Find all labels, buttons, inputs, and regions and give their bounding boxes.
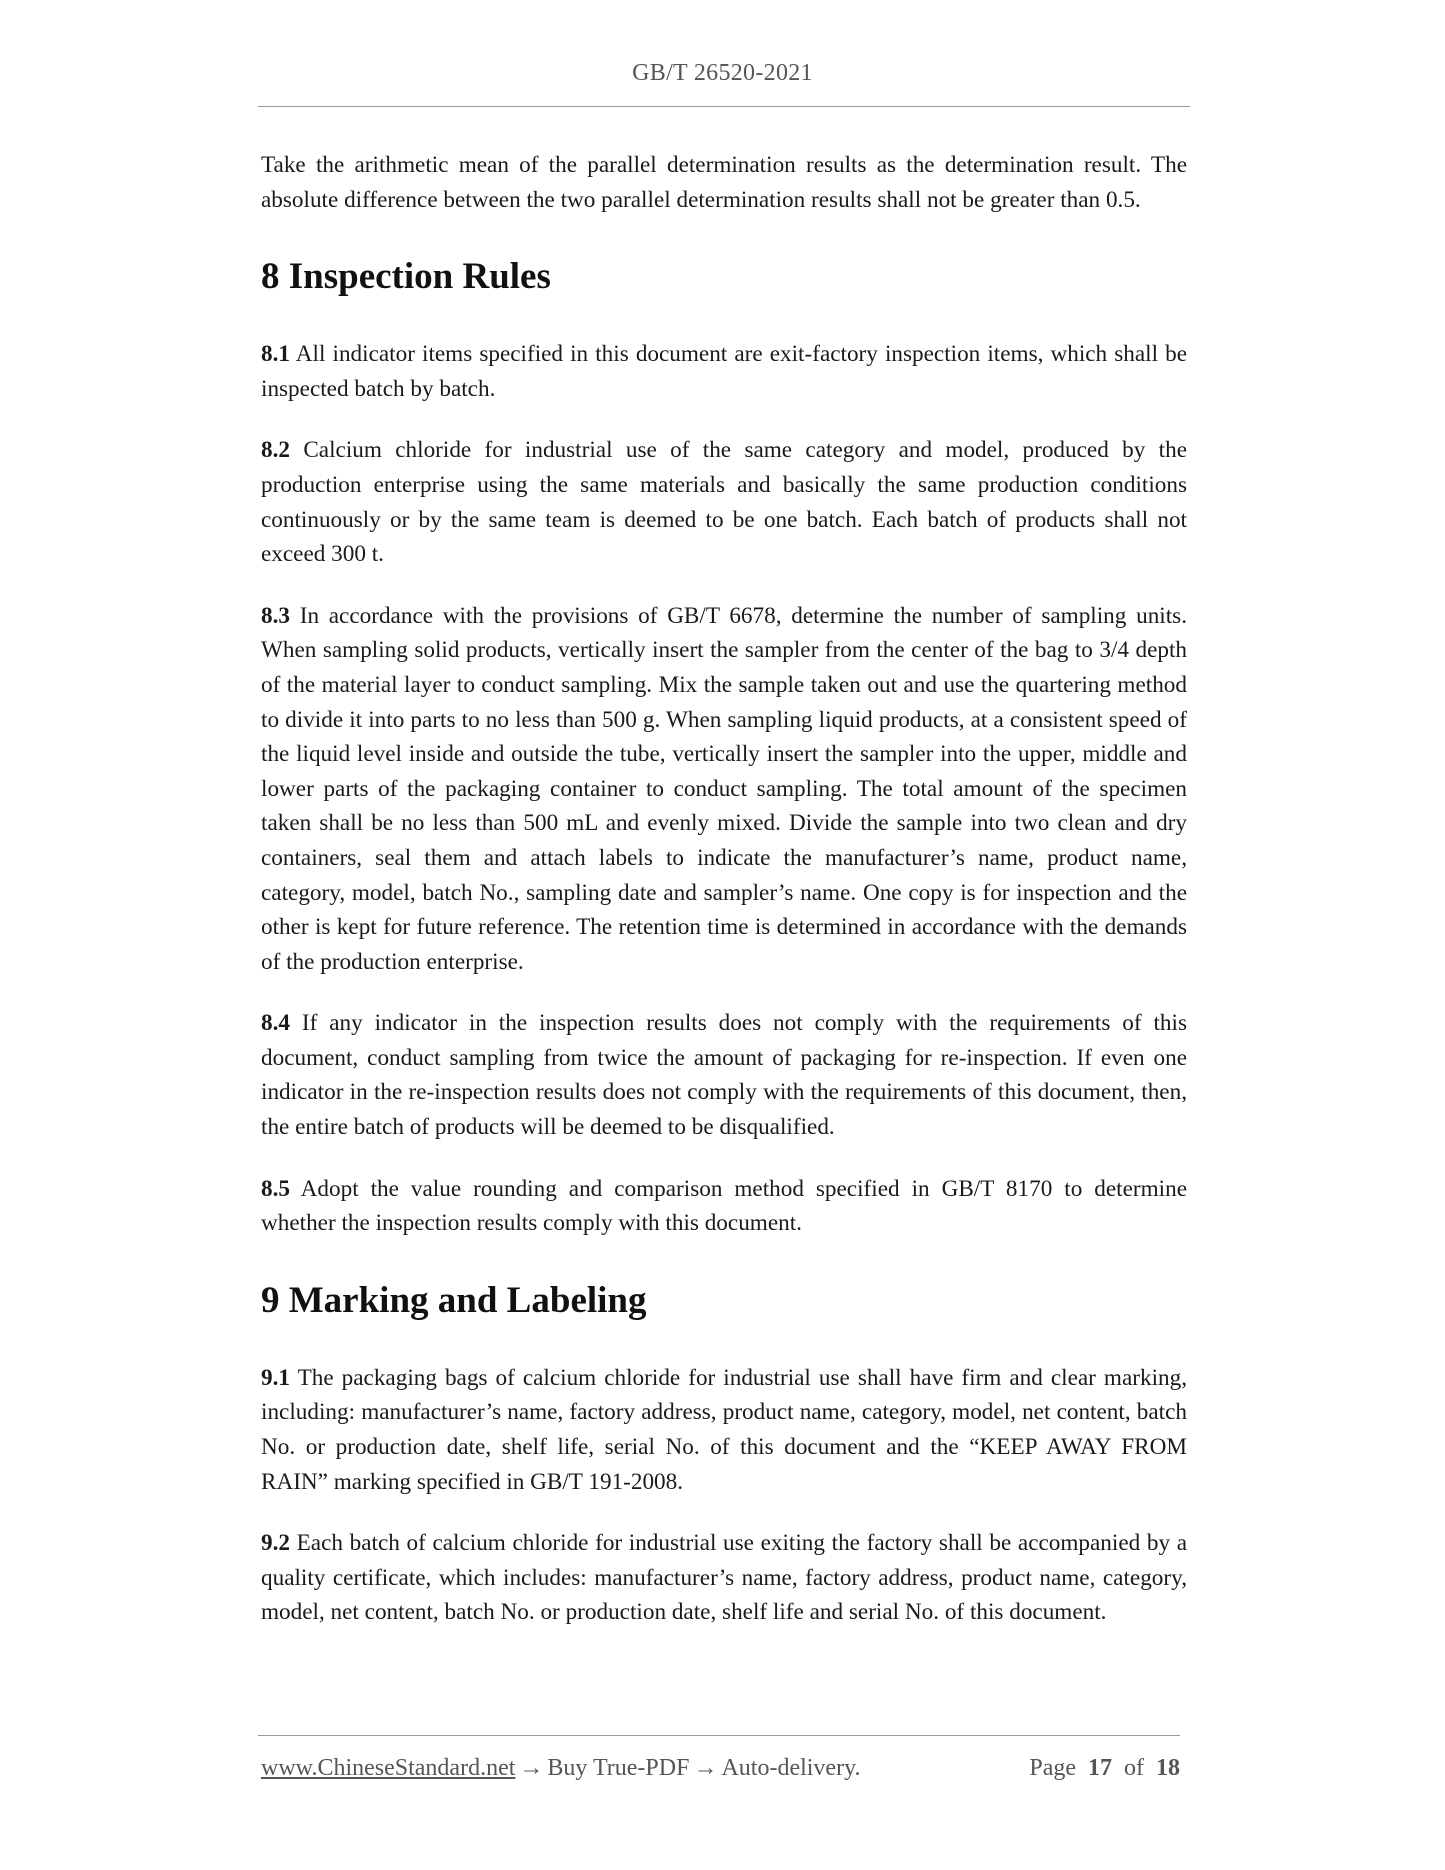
page-label: Page <box>1029 1755 1076 1781</box>
clause-8-4 <box>261 1006 1187 1144</box>
clause-text: The packaging bags of calcium chloride for industrial use shall have firm and clear marking, including: manufacturer’s name, factory address, product name, category, model, net content, batch No. or production date, shelf life, serial No. of this document and the “KEEP AWAY FROM RAIN” marking specified in GB/T 191-2008. <box>261 1364 1187 1495</box>
clause-number: 8.4 <box>261 1010 290 1037</box>
clause-text: In accordance with the provisions of GB/T 6678, determine the number of sampling units. When sampling solid products, vertically insert the sampler from the center of the bag to 3/4 depth of the material layer to conduct sampling. Mix the sample taken out and use the quartering method to divide it into parts to no less than 500 g. When sampling liquid products, at a consistent speed of the liquid level inside and outside the tube, vertically insert the sampler into the upper, middle and lower parts of the packaging container to conduct sampling. The total amount of the specimen taken shall be no less than 500 mL and evenly mixed. Divide the sample into two clean and dry containers, seal them and attach labels to indicate the manufacturer’s name, product name, category, model, batch No., sampling date and sampler’s name. One copy is for inspection and the other is kept for future reference. The retention time is determined in accordance with the demands of the production enterprise. <box>261 602 1187 975</box>
page-content <box>261 148 1187 1657</box>
arrow-right-icon: → <box>519 1755 544 1781</box>
clause-number: 8.3 <box>261 602 290 629</box>
clause-text: Each batch of calcium chloride for industrial use exiting the factory shall be accompanied by a quality certificate, which includes: manufacturer’s name, factory address, product name, category, model, net content, batch No. or production date, shelf life and serial No. of this document. <box>261 1530 1187 1626</box>
website-link[interactable]: www.ChineseStandard.net <box>261 1755 516 1781</box>
intro-paragraph: Take the arithmetic mean of the parallel determination results as the determination result. The absolute difference between the two parallel determination results shall not be greater than 0.5. <box>261 152 1187 213</box>
footer-promo <box>261 1755 861 1782</box>
clause-number: 8.5 <box>261 1175 290 1202</box>
clause-8-2 <box>261 433 1187 571</box>
auto-delivery-text: Auto-delivery. <box>721 1755 861 1781</box>
page-current: 17 <box>1088 1755 1112 1781</box>
clause-9-1 <box>261 1361 1187 1499</box>
clause-8-5 <box>261 1172 1187 1241</box>
page-of-label: of <box>1124 1755 1144 1781</box>
page-number <box>1029 1755 1180 1782</box>
clause-number: 9.2 <box>261 1530 290 1557</box>
document-header-title: GB/T 26520-2021 <box>632 60 813 86</box>
clause-8-3 <box>261 599 1187 980</box>
clause-text: If any indicator in the inspection results does not comply with the requirements of this document, conduct sampling from twice the amount of packaging for re-inspection. If even one indicator in the re-inspection results does not comply with the requirements of this document, then, the entire batch of products will be deemed to be disqualified. <box>261 1010 1187 1141</box>
arrow-right-icon: → <box>693 1755 718 1781</box>
section-8-heading: 8 Inspection Rules <box>261 256 551 298</box>
clause-9-2 <box>261 1526 1187 1630</box>
page-total: 18 <box>1156 1755 1180 1781</box>
clause-number: 8.2 <box>261 437 290 464</box>
page-footer <box>261 1755 1180 1782</box>
footer-divider <box>258 1735 1180 1736</box>
clause-number: 9.1 <box>261 1364 290 1391</box>
buy-true-pdf-text: Buy True-PDF <box>547 1755 690 1781</box>
clause-number: 8.1 <box>261 341 290 368</box>
clause-text: Adopt the value rounding and comparison method specified in GB/T 8170 to determine whether the inspection results comply with this document. <box>261 1175 1187 1237</box>
clause-text: All indicator items specified in this document are exit-factory inspection items, which shall be inspected batch by batch. <box>261 341 1187 402</box>
section-9-heading: 9 Marking and Labeling <box>261 1279 647 1321</box>
clause-text: Calcium chloride for industrial use of the same category and model, produced by the production enterprise using the same materials and basically the same production conditions continuously or by the same team is deemed to be one batch. Each batch of products shall not exceed 300 t. <box>261 437 1187 568</box>
header-divider <box>258 106 1190 107</box>
clause-8-1 <box>261 337 1187 406</box>
